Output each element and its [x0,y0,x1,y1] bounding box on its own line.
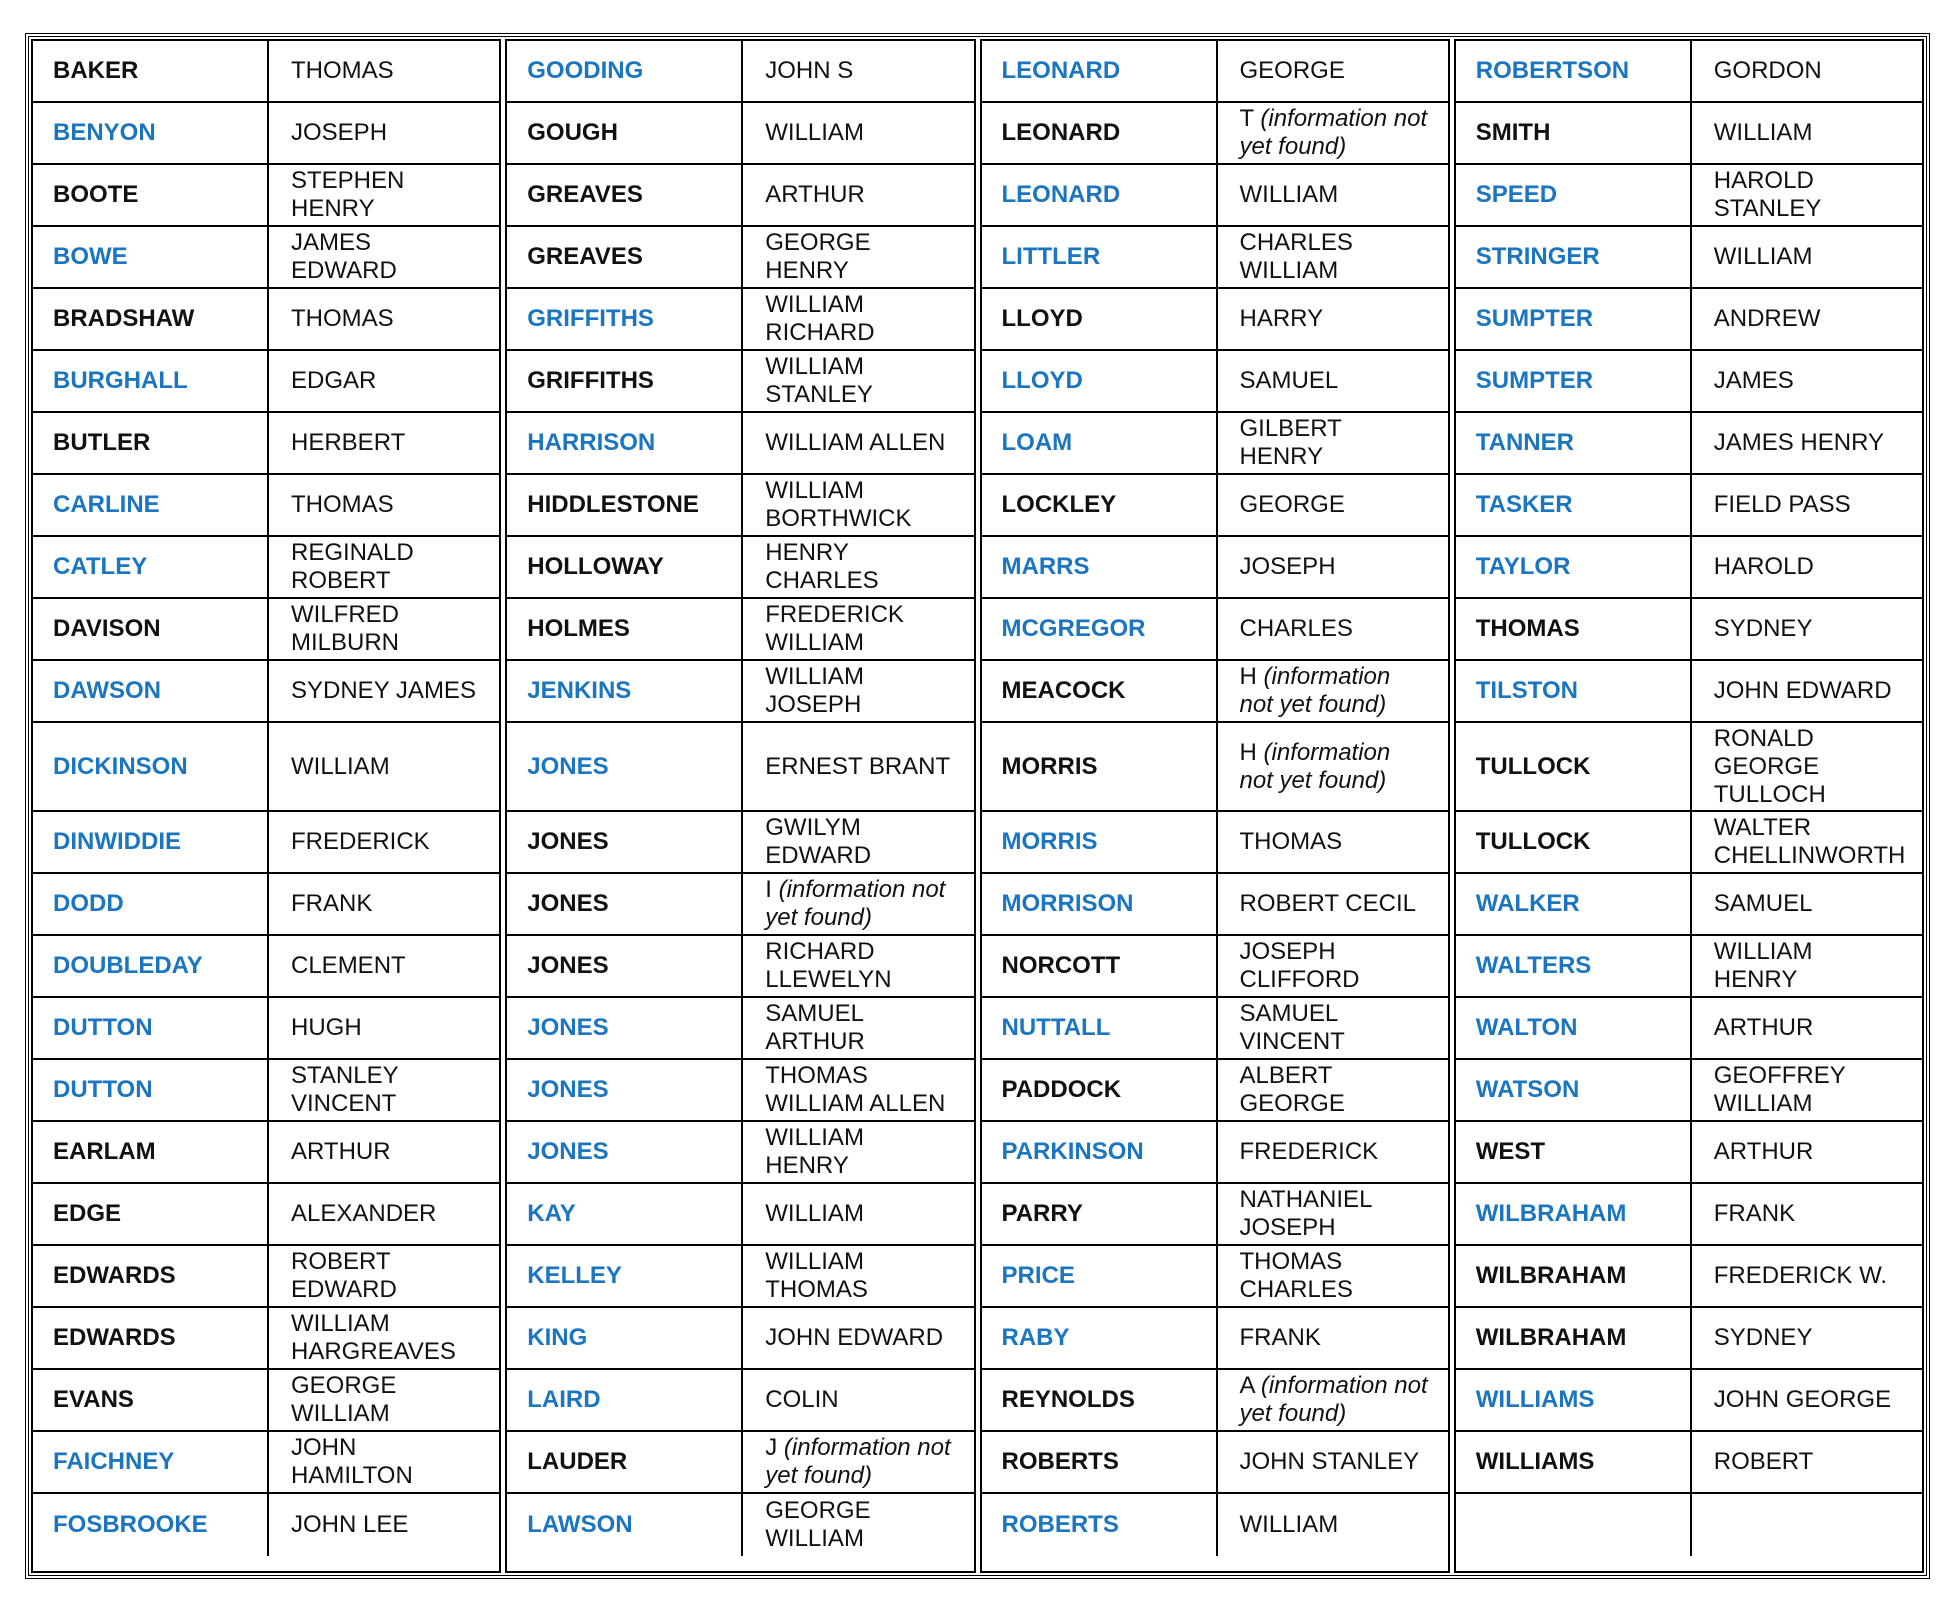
given-names-text: HAROLD [1713,553,1814,580]
given-names-text: FREDERICK [1239,1138,1379,1165]
given-names-cell [269,289,499,351]
given-names-cell [743,1184,973,1246]
surname-cell: LAUDER [507,1432,743,1494]
given-names-text: ALBERT GEORGE [1239,1062,1345,1117]
given-names-cell [1692,103,1922,165]
surname-cell: REYNOLDS [982,1370,1218,1432]
given-names-text: GEORGE HENRY [765,229,871,284]
given-names-text: WILLIAM JOSEPH [765,663,864,718]
surname-cell: SUMPTER [1456,289,1692,351]
given-names-cell [743,998,973,1060]
surname-cell: MCGREGOR [982,599,1218,661]
given-names-cell [1692,475,1922,537]
given-names-cell [743,289,973,351]
surname-cell: NORCOTT [982,936,1218,998]
given-names-text: ARTHUR [1713,1014,1814,1041]
given-names-cell [269,41,499,103]
given-names-cell [743,413,973,475]
given-names-cell [269,227,499,289]
given-names-text: FRANK [1239,1324,1321,1351]
given-names-cell [1692,413,1922,475]
given-names-text: HENRY CHARLES [765,539,879,594]
given-names-cell [1692,998,1922,1060]
given-names-text: WILLIAM [1713,119,1813,146]
given-names-text: CHARLES [1239,615,1353,642]
surname-cell: BUTLER [33,413,269,475]
given-names-text: GWILYM EDWARD [765,814,872,869]
given-names-text: GEORGE [1239,57,1345,84]
surname-cell: THOMAS [1456,599,1692,661]
surname-cell: EDWARDS [33,1308,269,1370]
given-names-cell [1692,874,1922,936]
surname-cell: HIDDLESTONE [507,475,743,537]
surname-cell: BOWE [33,227,269,289]
given-names-cell [269,723,499,812]
given-names-text: WILLIAM ALLEN [765,429,946,456]
given-names-text: THOMAS [291,491,394,518]
surname-cell: BRADSHAW [33,289,269,351]
given-names-cell [1218,812,1448,874]
given-names-text: GEORGE WILLIAM [765,1497,871,1552]
given-names-text: NATHANIEL JOSEPH [1239,1186,1372,1241]
given-names-cell [1218,1370,1448,1432]
surname-cell: MORRIS [982,723,1218,812]
given-names-text: THOMAS WILLIAM ALLEN [765,1062,946,1117]
given-names-cell [1218,537,1448,599]
given-names-text: HERBERT [291,429,406,456]
surname-cell: JONES [507,1122,743,1184]
given-names-cell [743,41,973,103]
table-column-1 [31,39,501,1573]
given-names-text: GEORGE WILLIAM [291,1372,397,1427]
given-names-text: WILLIAM HENRY [1713,938,1813,993]
given-names-cell [269,812,499,874]
information-note: (information not yet found) [1239,1372,1428,1427]
surname-cell: DUTTON [33,998,269,1060]
given-names-cell [1692,1370,1922,1432]
given-names-text: GORDON [1713,57,1822,84]
given-names-text: JAMES EDWARD [291,229,397,284]
given-names-cell [743,475,973,537]
surname-cell: JONES [507,812,743,874]
given-names-cell [1218,936,1448,998]
surname-cell: ROBERTSON [1456,41,1692,103]
given-names-cell [743,1370,973,1432]
surname-cell: LEONARD [982,165,1218,227]
surname-cell: BENYON [33,103,269,165]
given-names-cell [1692,1432,1922,1494]
given-names-cell [743,1246,973,1308]
given-names-text: FREDERICK [291,828,430,855]
surname-cell: JONES [507,1060,743,1122]
surname-cell: BOOTE [33,165,269,227]
surname-cell: MORRIS [982,812,1218,874]
given-names-cell [1218,289,1448,351]
surname-cell: PARKINSON [982,1122,1218,1184]
surname-cell: WILBRAHAM [1456,1308,1692,1370]
given-names-text: H [1239,738,1257,766]
given-names-text: ALEXANDER [291,1200,437,1227]
surname-cell: ROBERTS [982,1494,1218,1556]
given-names-cell [1692,227,1922,289]
given-names-cell [269,599,499,661]
given-names-text: ERNEST BRANT [765,752,951,780]
given-names-text: ROBERT CECIL [1239,890,1416,917]
surname-cell: WALTERS [1456,936,1692,998]
surname-cell: FOSBROOKE [33,1494,269,1556]
surname-cell: RABY [982,1308,1218,1370]
given-names-cell [1218,227,1448,289]
given-names-cell [269,1432,499,1494]
given-names-cell [1692,599,1922,661]
given-names-text: WILLIAM [291,752,390,780]
surname-cell: MORRISON [982,874,1218,936]
given-names-text: SAMUEL ARTHUR [765,1000,865,1055]
given-names-text: WILLIAM HARGREAVES [291,1310,456,1365]
surname-cell: ROBERTS [982,1432,1218,1494]
given-names-text: JOHN STANLEY [1239,1448,1420,1475]
given-names-text: THOMAS [291,57,394,84]
surname-cell: KING [507,1308,743,1370]
given-names-text: COLIN [765,1386,839,1413]
information-note: (information not yet found) [765,1434,951,1489]
surname-cell: WILBRAHAM [1456,1246,1692,1308]
surname-cell: FAICHNEY [33,1432,269,1494]
information-note: (information not yet found) [1239,663,1391,718]
surname-cell: SUMPTER [1456,351,1692,413]
given-names-cell [743,103,973,165]
surname-cell: WALKER [1456,874,1692,936]
given-names-text: ANDREW [1713,305,1821,332]
given-names-cell [269,165,499,227]
surname-cell: JONES [507,936,743,998]
given-names-text: WILLIAM [765,1200,864,1227]
given-names-text: STANLEY VINCENT [291,1062,399,1117]
given-names-text: WILFRED MILBURN [291,601,400,656]
surname-cell: CATLEY [33,537,269,599]
given-names-cell [269,874,499,936]
given-names-text: JAMES [1713,367,1794,394]
given-names-text: WALTER CHELLINWORTH [1713,814,1906,869]
given-names-text: CHARLES WILLIAM [1239,229,1353,284]
given-names-text: HAROLD STANLEY [1713,167,1822,222]
given-names-text: GILBERT HENRY [1239,415,1342,470]
information-note: (information not yet found) [1239,105,1428,160]
surname-cell: GRIFFITHS [507,351,743,413]
given-names-text: HARRY [1239,305,1324,332]
surname-cell [1456,1494,1692,1556]
given-names-cell [743,227,973,289]
surname-cell: EDGE [33,1184,269,1246]
table-column-3 [980,39,1450,1573]
given-names-text: SAMUEL VINCENT [1239,1000,1345,1055]
given-names-cell [269,1494,499,1556]
given-names-cell [1218,1494,1448,1556]
given-names-cell [1692,936,1922,998]
given-names-cell [1692,723,1922,812]
given-names-text: ROBERT EDWARD [291,1248,397,1303]
given-names-cell [269,1122,499,1184]
surname-cell: GOUGH [507,103,743,165]
given-names-cell [1218,351,1448,413]
given-names-text: FREDERICK WILLIAM [765,601,904,656]
given-names-cell [269,103,499,165]
given-names-text: WILLIAM [765,119,864,146]
surname-cell: DOUBLEDAY [33,936,269,998]
given-names-cell [269,1246,499,1308]
given-names-cell [743,936,973,998]
given-names-cell [1692,41,1922,103]
given-names-cell [269,936,499,998]
given-names-text: SAMUEL [1239,367,1339,394]
given-names-cell [269,1308,499,1370]
given-names-cell [743,723,973,812]
surname-cell: KELLEY [507,1246,743,1308]
surname-cell: LOAM [982,413,1218,475]
surname-cell: DODD [33,874,269,936]
given-names-text: JOHN GEORGE [1713,1386,1892,1413]
given-names-text: THOMAS [291,305,394,332]
given-names-cell [269,661,499,723]
surname-cell: WILLIAMS [1456,1432,1692,1494]
surname-cell: CARLINE [33,475,269,537]
given-names-cell [1692,1184,1922,1246]
given-names-cell [743,351,973,413]
given-names-cell [1692,1122,1922,1184]
surname-cell: WILBRAHAM [1456,1184,1692,1246]
given-names-cell [1692,165,1922,227]
given-names-text: ROBERT [1713,1448,1814,1475]
given-names-cell [269,475,499,537]
surname-cell: BURGHALL [33,351,269,413]
surname-cell: DAVISON [33,599,269,661]
given-names-text: JOHN LEE [291,1511,409,1538]
given-names-cell [743,1060,973,1122]
given-names-cell [1218,165,1448,227]
given-names-text: ARTHUR [291,1138,391,1165]
surname-cell: NUTTALL [982,998,1218,1060]
surname-cell: TULLOCK [1456,723,1692,812]
given-names-text: REGINALD ROBERT [291,539,414,594]
surname-cell: HOLMES [507,599,743,661]
surname-cell: LOCKLEY [982,475,1218,537]
surname-cell: LEONARD [982,41,1218,103]
surname-cell: DAWSON [33,661,269,723]
given-names-text: WILLIAM RICHARD [765,291,875,346]
surname-cell: EDWARDS [33,1246,269,1308]
given-names-text: J [765,1434,778,1461]
given-names-text: SYDNEY [1713,1324,1813,1351]
information-note: (information not yet found) [765,876,946,931]
surname-cell: TILSTON [1456,661,1692,723]
surname-cell: JONES [507,874,743,936]
given-names-cell [743,1432,973,1494]
surname-cell: SPEED [1456,165,1692,227]
given-names-text: GEOFFREY WILLIAM [1713,1062,1846,1117]
surname-cell: SMITH [1456,103,1692,165]
given-names-text: RONALD GEORGE TULLOCH [1713,724,1826,808]
given-names-text: SYDNEY JAMES [291,677,476,704]
given-names-text: JOHN EDWARD [1713,677,1892,704]
given-names-cell [1692,661,1922,723]
given-names-cell [1218,1060,1448,1122]
given-names-text: WILLIAM STANLEY [765,353,873,408]
given-names-cell [743,1494,973,1556]
surname-cell: DUTTON [33,1060,269,1122]
given-names-text: THOMAS CHARLES [1239,1248,1353,1303]
given-names-cell [1692,1246,1922,1308]
given-names-text: JOSEPH CLIFFORD [1239,938,1360,993]
surname-cell: GOODING [507,41,743,103]
given-names-text: ARTHUR [765,181,865,208]
surname-cell: GREAVES [507,165,743,227]
given-names-text: JAMES HENRY [1713,429,1885,456]
surname-cell: DINWIDDIE [33,812,269,874]
surname-cell: JENKINS [507,661,743,723]
given-names-cell [1692,1494,1922,1556]
surname-cell: EVANS [33,1370,269,1432]
given-names-cell [1218,998,1448,1060]
surname-cell: HOLLOWAY [507,537,743,599]
information-note: (information not yet found) [1239,738,1391,794]
given-names-text: WILLIAM [1239,1511,1339,1538]
given-names-text: HUGH [291,1014,362,1041]
surname-cell: JONES [507,723,743,812]
surname-cell: PRICE [982,1246,1218,1308]
surname-cell: LLOYD [982,289,1218,351]
surname-cell: LAWSON [507,1494,743,1556]
surname-cell: PARRY [982,1184,1218,1246]
given-names-cell [269,351,499,413]
given-names-text: SYDNEY [1713,615,1813,642]
given-names-cell [269,1060,499,1122]
given-names-text: T [1239,105,1254,132]
surname-cell: TASKER [1456,475,1692,537]
given-names-text: H [1239,663,1257,690]
given-names-cell [1218,661,1448,723]
given-names-cell [1218,1308,1448,1370]
given-names-cell [743,599,973,661]
surname-cell: PADDOCK [982,1060,1218,1122]
given-names-text: WILLIAM [1713,243,1813,270]
given-names-text: I [765,876,772,903]
given-names-cell [1692,537,1922,599]
given-names-cell [743,661,973,723]
surname-cell: TAYLOR [1456,537,1692,599]
surname-cell: GRIFFITHS [507,289,743,351]
surname-cell: BAKER [33,41,269,103]
given-names-text: WILLIAM BORTHWICK [765,477,912,532]
given-names-cell [743,1122,973,1184]
given-names-cell [743,1308,973,1370]
given-names-cell [1218,41,1448,103]
given-names-cell [1218,874,1448,936]
surname-cell: KAY [507,1184,743,1246]
given-names-text: JOHN S [765,57,854,84]
given-names-text: JOSEPH [1239,553,1336,580]
names-table [25,33,1930,1579]
given-names-text: JOSEPH [291,119,388,146]
surname-cell: GREAVES [507,227,743,289]
table-column-2 [505,39,975,1573]
given-names-cell [1692,351,1922,413]
surname-cell: STRINGER [1456,227,1692,289]
given-names-text: EDGAR [291,367,377,394]
given-names-cell [743,165,973,227]
given-names-cell [1218,1432,1448,1494]
surname-cell: WATSON [1456,1060,1692,1122]
surname-cell: MARRS [982,537,1218,599]
given-names-text: FIELD PASS [1713,491,1851,518]
given-names-cell [1218,475,1448,537]
given-names-cell [743,812,973,874]
surname-cell: TANNER [1456,413,1692,475]
given-names-cell [1218,413,1448,475]
surname-cell: LEONARD [982,103,1218,165]
surname-cell: HARRISON [507,413,743,475]
given-names-cell [1218,1184,1448,1246]
surname-cell: EARLAM [33,1122,269,1184]
surname-cell: LLOYD [982,351,1218,413]
given-names-text: FRANK [1713,1200,1796,1227]
given-names-cell [269,1370,499,1432]
given-names-text: SAMUEL [1713,890,1813,917]
given-names-text: WILLIAM [1239,181,1339,208]
given-names-text: THOMAS [1239,828,1343,855]
surname-cell: LITTLER [982,227,1218,289]
given-names-cell [743,537,973,599]
given-names-text: JOHN EDWARD [765,1324,944,1351]
given-names-cell [1218,723,1448,812]
given-names-cell [1218,1122,1448,1184]
given-names-cell [1692,1060,1922,1122]
given-names-text: CLEMENT [291,952,406,979]
given-names-cell [1692,289,1922,351]
given-names-cell [1692,812,1922,874]
given-names-cell [1218,103,1448,165]
given-names-cell [743,874,973,936]
given-names-cell [269,998,499,1060]
given-names-text: FREDERICK W. [1713,1262,1888,1289]
given-names-text: ARTHUR [1713,1138,1814,1165]
given-names-cell [1218,599,1448,661]
given-names-cell [269,537,499,599]
surname-cell: DICKINSON [33,723,269,812]
table-column-4 [1454,39,1924,1573]
given-names-text: A [1239,1372,1255,1399]
given-names-text: STEPHEN HENRY [291,167,405,222]
surname-cell: JONES [507,998,743,1060]
surname-cell: MEACOCK [982,661,1218,723]
surname-cell: WILLIAMS [1456,1370,1692,1432]
given-names-text: FRANK [291,890,373,917]
given-names-cell [1218,1246,1448,1308]
given-names-cell [1692,1308,1922,1370]
given-names-text: WILLIAM HENRY [765,1124,864,1179]
given-names-cell [269,1184,499,1246]
given-names-text: JOHN HAMILTON [291,1434,413,1489]
given-names-text: GEORGE [1239,491,1345,518]
surname-cell: WALTON [1456,998,1692,1060]
surname-cell: TULLOCK [1456,812,1692,874]
given-names-cell [269,413,499,475]
surname-cell: LAIRD [507,1370,743,1432]
given-names-text: RICHARD LLEWELYN [765,938,892,993]
surname-cell: WEST [1456,1122,1692,1184]
given-names-text: WILLIAM THOMAS [765,1248,868,1303]
